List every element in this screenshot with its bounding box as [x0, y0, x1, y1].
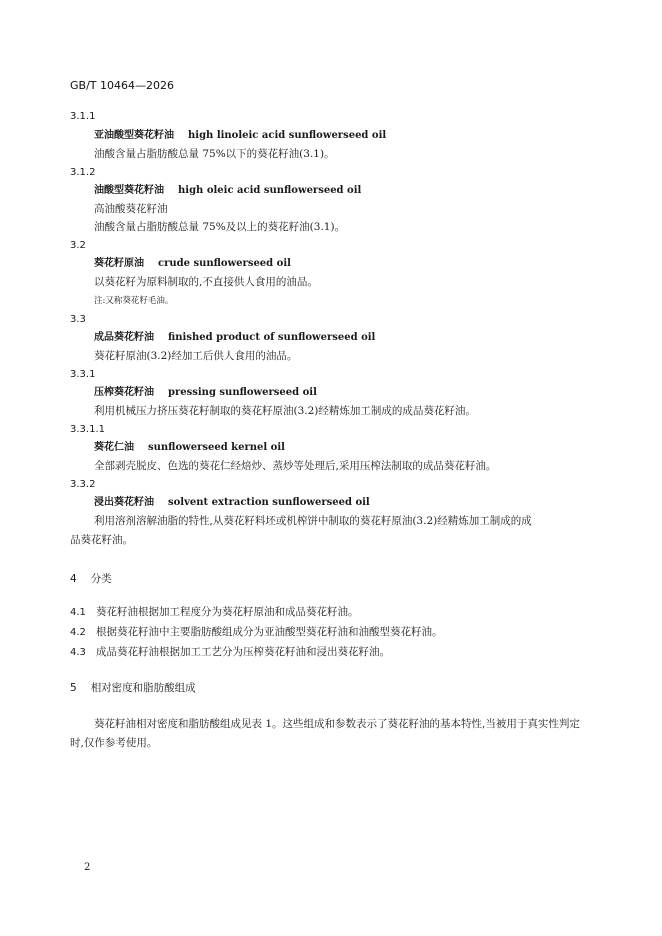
synonym: 高油酸葵花籽油 [94, 203, 168, 215]
term-cn: 葵花籽原油 [94, 258, 144, 269]
definition: 全部剥壳脱皮、色选的葵花仁经焙炒、蒸炒等处理后,采用压榨法制取的成品葵花籽油。 [94, 460, 497, 472]
definition: 葵花籽原油(3.2)经加工后供人食用的油品。 [94, 350, 298, 362]
item-number: 4.1 [70, 607, 86, 618]
term [94, 441, 285, 455]
section-title: 相对密度和脂肪酸组成 [90, 682, 196, 694]
section-heading [70, 681, 196, 695]
term-cn: 葵花仁油 [94, 442, 134, 453]
item-text: 葵花籽油根据加工程度分为葵花籽原油和成品葵花籽油。 [96, 606, 359, 618]
term-en: high oleic acid sunflowerseed oil [178, 185, 362, 196]
section-number: 5 [70, 682, 77, 694]
section-heading [70, 572, 112, 586]
clause-number: 3.3 [70, 314, 86, 325]
standard-id: GB/T 10464—2026 [70, 79, 174, 92]
clause-number: 3.1.1 [70, 111, 96, 122]
clause-number: 3.3.1.1 [70, 424, 105, 435]
item-text: 成品葵花籽油根据加工工艺分为压榨葵花籽油和浸出葵花籽油。 [96, 646, 390, 658]
definition: 以葵花籽为原料制取的,不直接供人食用的油品。 [94, 276, 318, 288]
term [94, 184, 361, 198]
item-text: 根据葵花籽油中主要脂肪酸组成分为亚油酸型葵花籽油和油酸型葵花籽油。 [96, 626, 443, 638]
term [94, 129, 386, 143]
term-en: high linoleic acid sunflowerseed oil [188, 130, 387, 141]
definition: 油酸含量占脂肪酸总量 75%以下的葵花籽油(3.1)。 [94, 148, 335, 160]
term-en: crude sunflowerseed oil [158, 258, 291, 269]
clause-number: 3.2 [70, 240, 86, 251]
term-cn: 成品葵花籽油 [94, 332, 154, 343]
term [94, 331, 375, 345]
definition-continued: 品葵花籽油。 [70, 534, 133, 546]
item-number: 4.2 [70, 627, 86, 638]
definition: 利用机械压力挤压葵花籽制取的葵花籽原油(3.2)经精炼加工制成的成品葵花籽油。 [94, 405, 476, 417]
definition: 利用溶剂溶解油脂的特性,从葵花籽料坯或机榨饼中制取的葵花籽原油(3.2)经精炼加工制成的成 [94, 515, 532, 527]
term [94, 386, 317, 400]
term-en: pressing sunflowerseed oil [168, 387, 317, 398]
term-en: finished product of sunflowerseed oil [168, 332, 376, 343]
note: 注:又称葵花籽毛油。 [94, 296, 174, 306]
term-en: sunflowerseed kernel oil [148, 442, 285, 453]
term-cn: 浸出葵花籽油 [94, 497, 154, 508]
page-number: 2 [84, 862, 91, 873]
body-paragraph: 葵花籽油相对密度和脂肪酸组成见表 1。这些组成和参数表示了葵花籽油的基本特性,当被用于真实性判定时,仅作参考使用。 [70, 718, 580, 749]
clause-number: 3.3.2 [70, 479, 96, 490]
clause-number: 3.3.1 [70, 369, 96, 380]
term-en: solvent extraction sunflowerseed oil [168, 497, 370, 508]
section-number: 4 [70, 573, 77, 585]
item-number: 4.3 [70, 647, 86, 658]
list-item [70, 605, 359, 620]
term-cn: 油酸型葵花籽油 [94, 185, 164, 196]
term-cn: 压榨葵花籽油 [94, 387, 154, 398]
section-title: 分类 [90, 573, 112, 585]
term [94, 496, 370, 510]
clause-number: 3.1.2 [70, 167, 96, 178]
list-item [70, 645, 390, 660]
definition: 油酸含量占脂肪酸总量 75%及以上的葵花籽油(3.1)。 [94, 221, 346, 233]
list-item [70, 625, 443, 640]
term [94, 257, 291, 271]
term-cn: 亚油酸型葵花籽油 [94, 130, 174, 141]
